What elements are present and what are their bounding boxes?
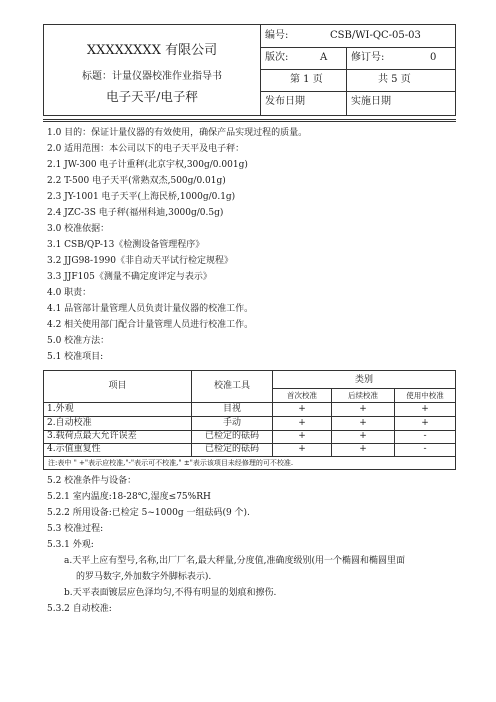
page-number: 第 1 页 [290,74,323,85]
text-line: 5.1 校准项目: [47,352,104,362]
header-divider [43,119,456,120]
date-row [260,91,455,115]
text-line: 3.2 JJG98-1990《非自动天平试行检定规程》 [47,256,233,266]
header-divider-2 [43,121,456,122]
edition-value: A [320,52,328,63]
header-table [43,24,456,116]
text-line: 5.0 校准方法： [47,336,110,346]
table-cell-first: + [298,444,306,454]
col-header-item: 项目 [108,381,127,391]
text-line: a.天平上应有型号,名称,出厂厂名,最大秤量,分度值,准确度级别(用一个椭圆和椭圆里面 [64,556,406,566]
revision-label: 修订号: [351,52,385,63]
table-row-tool: 手动 [222,418,241,428]
effective-date-label: 实施日期 [351,96,391,107]
col-header-in-use: 使用中校准 [406,391,444,400]
table-cell-subsequent: + [359,404,367,414]
table-cell-first: + [298,418,306,428]
table-cell-in-use: - [423,431,427,441]
edition-row [260,47,455,70]
col-header-subsequent: 后续校准 [348,391,378,400]
text-line: 5.2.2 所用设备:已检定 5~1000g 一组砝码(9 个). [47,508,250,518]
doc-number-row [260,25,455,48]
text-line: 5.3.2 自动校准: [47,604,112,614]
table-row-tool: 已检定的砝码 [204,431,259,441]
table-row-tool: 已检定的砝码 [204,444,259,454]
text-line: 2.3 JY-1001 电子天平(上海民桥,1000g/0.1g) [47,192,236,202]
calibration-items-table [43,370,456,470]
table-cell-subsequent: + [359,418,367,428]
text-line: 4.2 相关使用部门配合计量管理人员进行校准工作。 [47,320,254,330]
table-cell-in-use: + [421,418,429,428]
col-header-category: 类别 [354,375,373,385]
table-cell-first: + [298,404,306,414]
page-row [260,69,455,92]
table-row-item: 3.载荷点最大允许误差 [47,431,137,441]
text-line: 2.1 JW-300 电子计重秤(北京宇权,300g/0.001g) [47,160,248,170]
text-line: 的罗马数字,外加数字外脚标表示). [76,572,212,582]
table-row-item: 4.示值重复性 [47,444,101,454]
table-cell-subsequent: + [359,444,367,454]
table-cell-in-use: + [421,404,429,414]
table-cell-subsequent: + [359,431,367,441]
issue-date-label: 发布日期 [265,96,305,107]
text-line: 3.0 校准依据： [47,224,110,234]
text-line: 3.3 JJF105《测量不确定度评定与表示》 [47,272,212,282]
table-row-tool: 目视 [222,404,241,414]
text-line: 5.2.1 室内温度:18-28℃,湿度≤75%RH [47,492,211,502]
text-line: 5.3.1 外观: [47,540,94,550]
text-line: 1.0 目的：保证计量仪器的有效使用，确保产品实现过程的质量。 [47,128,308,138]
text-line: 2.0 适用范围：本公司以下的电子天平及电子秤： [47,144,245,154]
text-line: 4.1 品管部计量管理人员负责计量仪器的校准工作。 [47,304,254,314]
text-line: 3.1 CSB/QP-13《检测设备管理程序》 [47,240,205,250]
col-header-tool: 校准工具 [213,381,250,391]
doc-number-label: 编号: [265,30,289,41]
revision-value: 0 [430,52,437,63]
company-name: XXXXXXXX 有限公司 [86,43,218,58]
header-title-block [44,25,261,115]
header-meta-block [260,25,455,115]
col-header-first: 首次校准 [287,391,317,400]
doc-number-value: CSB/WI-QC-05-03 [330,30,421,41]
table-note: 注:表中 " +"表示应校准,"-"表示可不校准," ±"表示该项目未经修理的可不校准. [48,459,294,467]
document-title: 电子天平/电子秤 [106,89,198,104]
page-total: 共 5 页 [378,74,411,85]
table-row-item: 2.自动校准 [47,418,92,428]
table-cell-first: + [298,431,306,441]
text-line: b.天平表面镀层应色泽均匀,不得有明显的划痕和擦伤. [64,588,277,598]
table-cell-in-use: - [423,444,427,454]
text-line: 4.0 职责： [47,288,92,298]
text-line: 5.3 校准过程: [47,524,104,534]
text-line: 2.4 JZC-3S 电子秤(福州科迪,3000g/0.5g) [47,208,224,218]
edition-label: 版次: [265,52,289,63]
text-line: 5.2 校准条件与设备： [47,476,137,486]
table-row-item: 1.外观 [47,404,74,414]
text-line: 2.2 T-500 电子天平(常熟双杰,500g/0.01g) [47,176,226,186]
document-subtitle: 标题：计量仪器校准作业指导书 [82,71,222,82]
